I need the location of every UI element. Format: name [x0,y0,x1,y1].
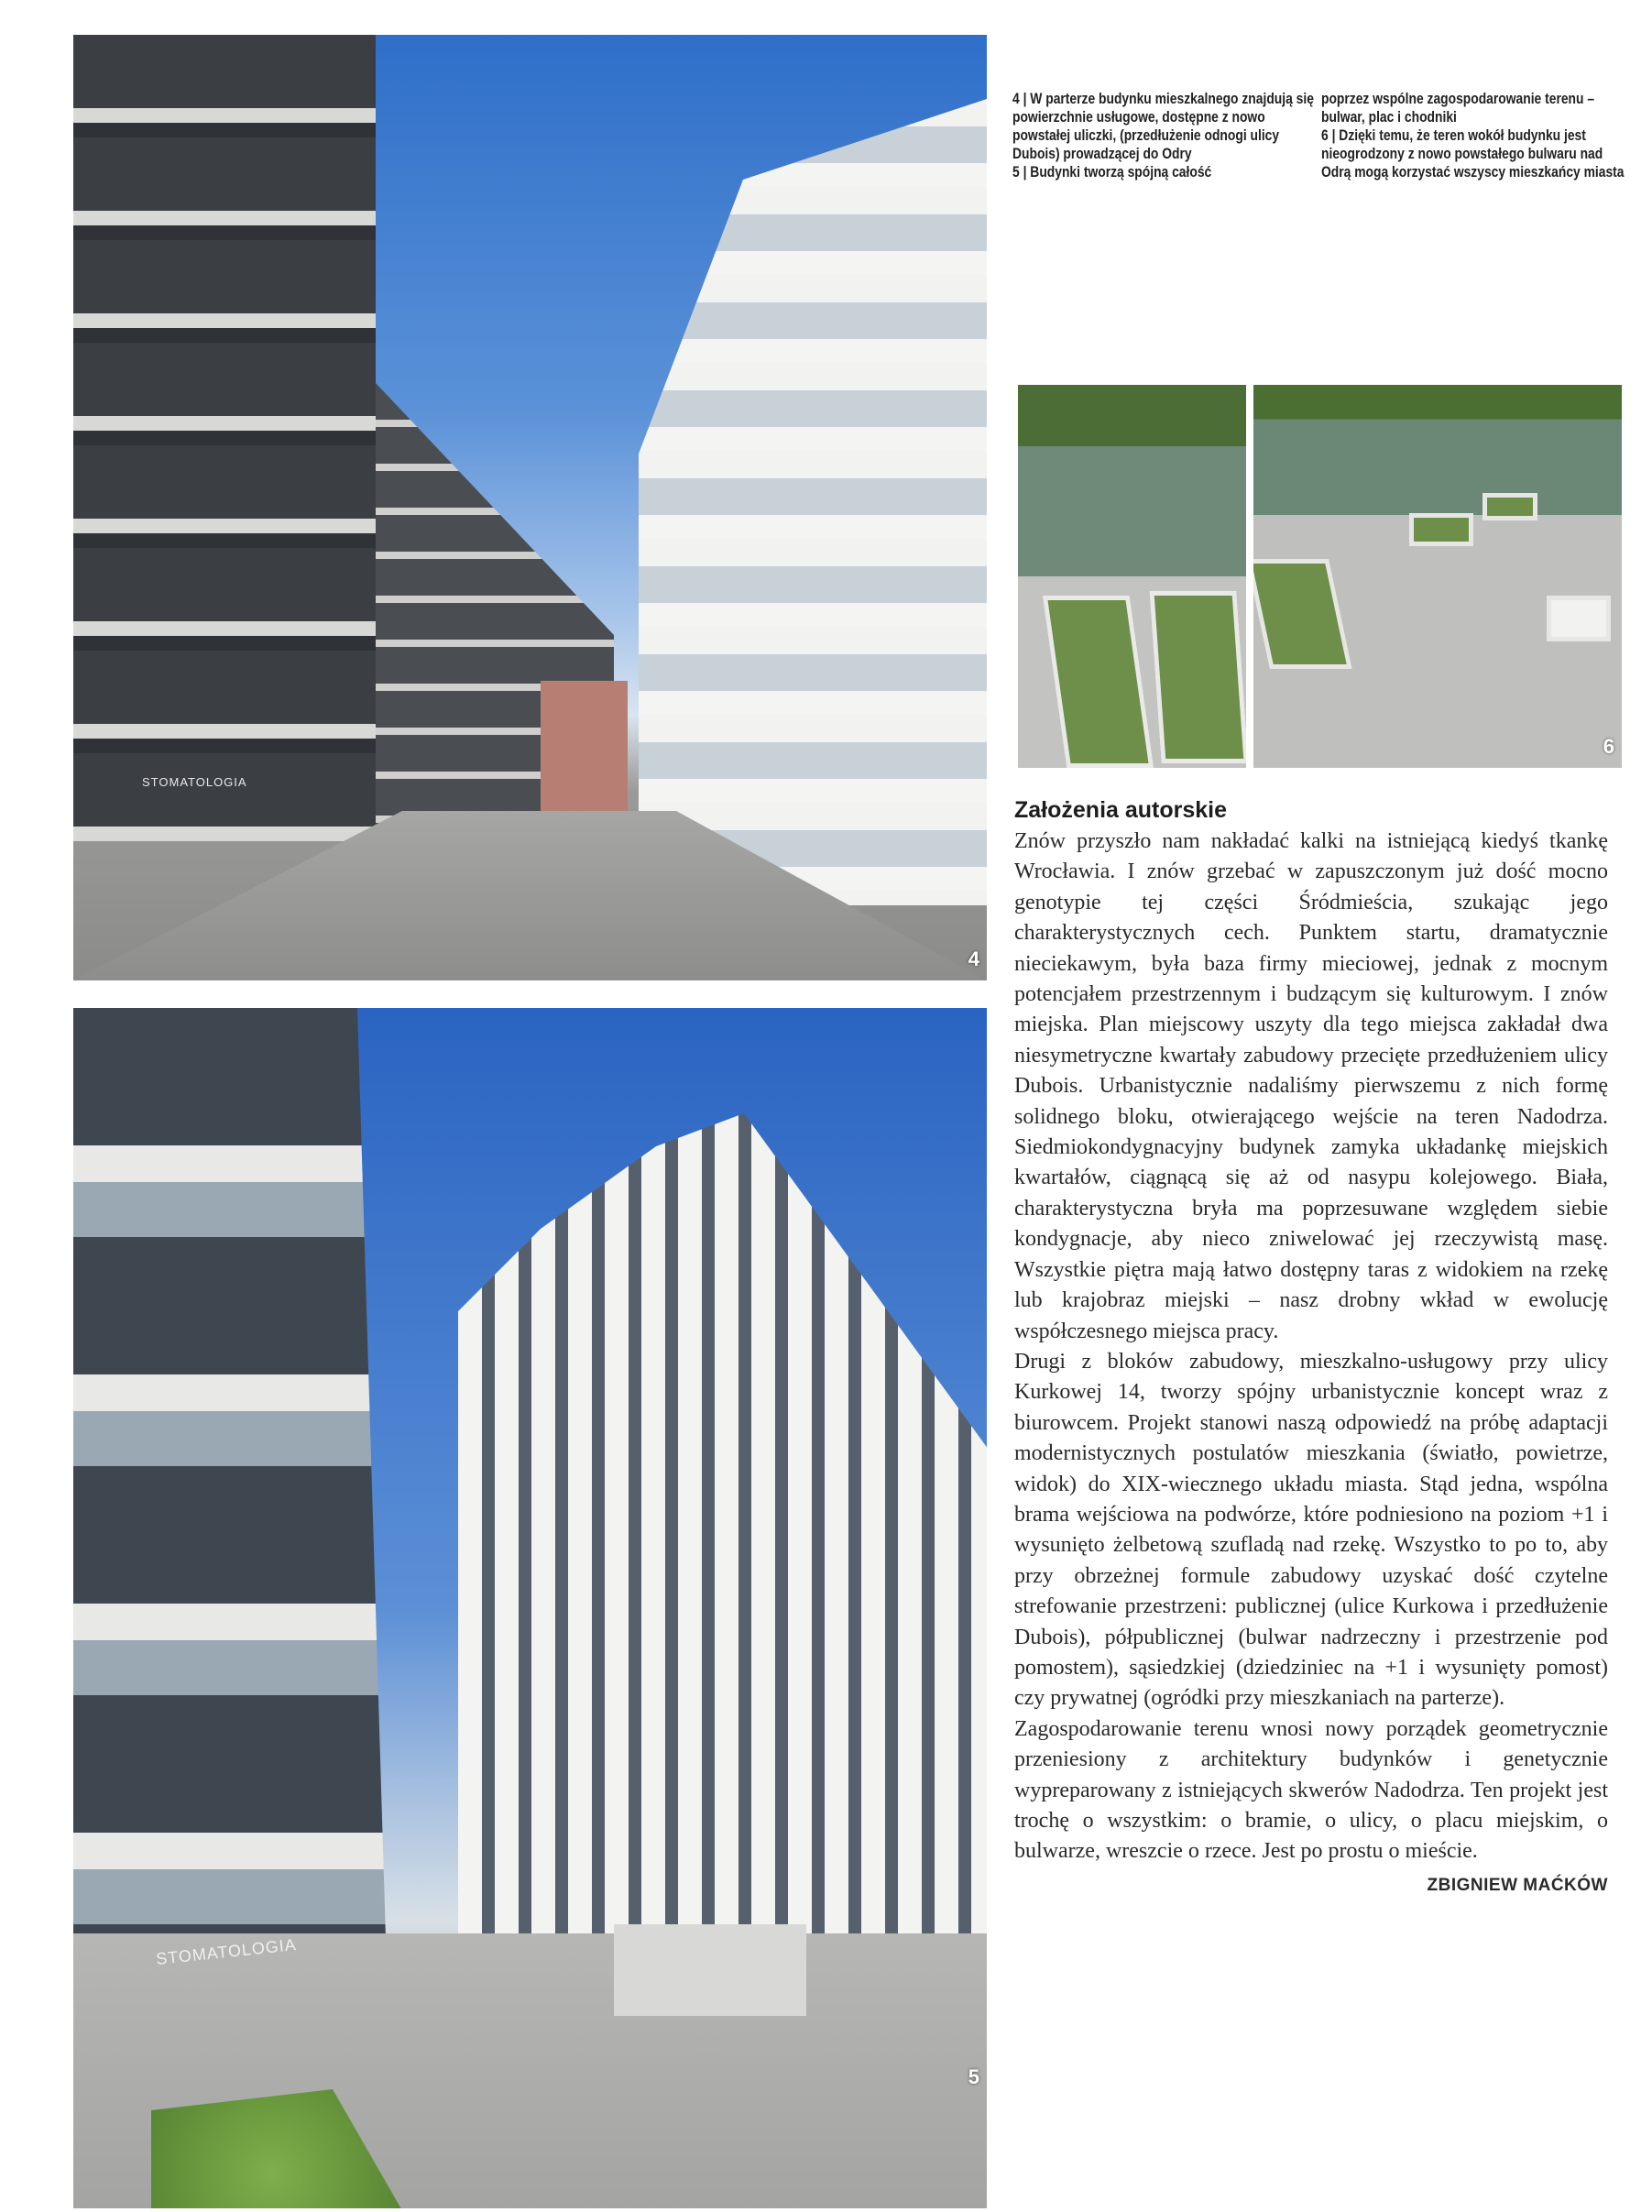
planting-bed [1043,596,1154,768]
planting-bed [1409,513,1473,546]
caption-5: 5 | Budynki tworzą spójną całość [1012,164,1212,181]
photo-6-boulevard-left [1018,385,1246,768]
shop-sign: STOMATOLOGIA [142,775,247,789]
photo-4-street-view [73,35,987,980]
planting-bed [1253,559,1352,669]
shop-sign: STOMATOLOGIA [155,1935,298,1968]
photo-6-boulevard-right [1253,385,1622,768]
article-body [1014,827,1608,1900]
article-heading: Założenia autorskie [1014,797,1228,823]
caption-column-2 [1321,90,1629,181]
residential-building-left [73,35,376,841]
caption-5-continued: poprzez wspólne zagospodarowanie terenu – bulwar, plac i chodniki [1321,91,1595,126]
caption-4: 4 | W parterze budynku mieszkalnego znajdują się powierzchnie usługowe, dostępne z nowo powstałej uliczki, (przedłużenie odnogi ulicy Dubois) prowadzącej do Odry [1012,91,1314,162]
photo-number: 4 [968,947,979,970]
article-paragraph: Zagospodarowanie terenu wnosi nowy porządek geometrycznie przeniesiony z architektury budynków i genetycznie wypreparowany z istniejących skwerów Nadodrza. Ten projekt jest trochę o wszystkim: o bramie, o ulicy, o placu miejskim, o bulwarze, wreszcie o rzece. Jest po prostu o mieście. ZBIGNIEW MAĆKÓW [1014,1714,1608,1867]
planting-bed [1482,493,1537,520]
white-office-building [639,99,987,905]
photo-number: 5 [968,2065,979,2088]
planter [614,1924,806,2016]
white-office-building [458,1113,987,1938]
photo-number: 6 [1603,735,1614,758]
photo-5-buildings-view [73,1008,987,2208]
article-paragraph: Znów przyszło nam nakładać kalki na istniejącą kiedyś tkankę Wrocławia. I znów grzebać w zapuszczonym już dość mocno genotypie tej części Śródmieścia, szukając jego charakterystycznych cech. Punktem startu, dramatycznie nieciekawym, była baza firmy mieciowej, jednak z mocnym potencjałem przestrzennym i budzącym się kulturowym. I znów miejska. Plan miejscowy uszyty dla tego miejsca zakładał dwa niesymetryczne kwartały zabudowy przecięte przedłużeniem ulicy Dubois. Urbanistycznie nadaliśmy pierwszemu z nich formę solidnego bloku, otwierającego wejście na teren Nadodrza. Siedmiokondygnacyjny budynek zamyka układankę miejskich kwartałów, ciągnącą się aż od nasypu kolejowego. Biała, charakterystyczna bryła ma poprzesuwane względem siebie kondygnacje, aby nieco zniwelować jej rzeczywistą masę. Wszystkie piętra mają łatwo dostępny taras z widokiem na rzekę lub krajobraz miejski – nasz drobny wkład w ewolucję współczesnego miejsca pracy. [1014,829,1608,1343]
author-name: ZBIGNIEW MAĆKÓW [1427,1875,1608,1895]
bench-block [1547,596,1611,641]
planting-bed [1149,591,1246,763]
article-paragraph: Drugi z bloków zabudowy, mieszkalno-usługowy przy ulicy Kurkowej 14, tworzy spójny urbanistycznie koncept wraz z biurowcem. Projekt stanowi naszą odpowiedź na próbę adaptacji modernistycznych postulatów mieszkania (światło, powietrze, widok) do XIX-wiecznego układu miasta. Stąd jedna, wspólna brama wejściowa na podwórze, które podniesiono na poziom +1 i wysunięto żelbetową szufladą nad rzekę. Wszystko to po to, aby przy obrzeżnej formule zabudowy uzyskać dość czytelne strefowanie przestrzeni: publicznej (ulice Kurkowa i przedłużenie Dubois), półpublicznej (bulwar nadrzeczny i przestrzenie pod pomostem), sąsiedzkiej (dziedziniec na +1 i wysunięty pomost) czy prywatnej (ogródki przy mieszkaniach na parterze). [1014,1349,1608,1711]
caption-6: 6 | Dzięki temu, że teren wokół budynku jest nieogrodzony z nowo powstałego bulwaru nad Odrą mogą korzystać wszyscy mieszkańcy miasta [1321,127,1625,181]
caption-column-1 [1012,90,1320,181]
